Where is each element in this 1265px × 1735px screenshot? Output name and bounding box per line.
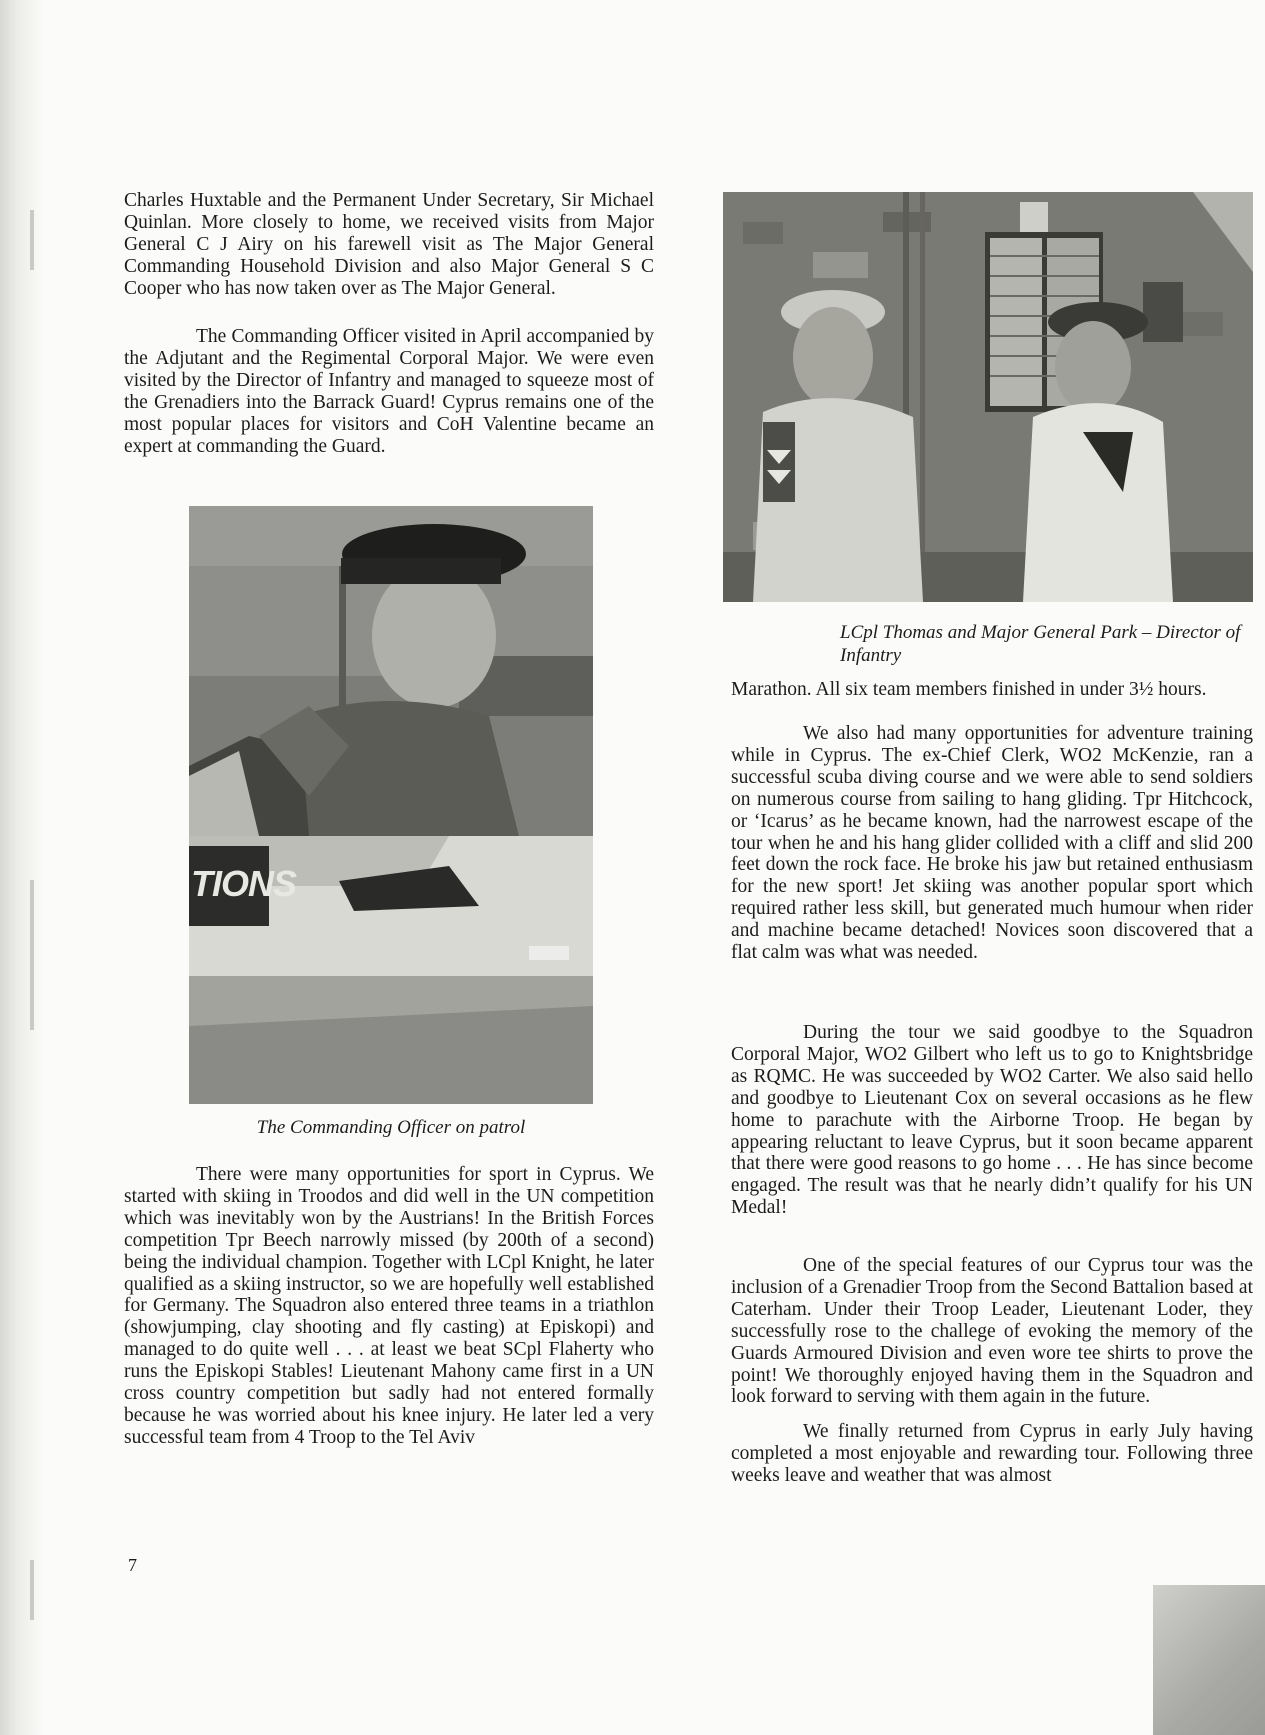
left-paragraph-3: There were many opportunities for sport in Cyprus. We started with skiing in Troodos and did well in the UN competition which was inevitably won by the Austrians! In the British Forces competition Tpr Beech narrowly missed (by 200th of a second) being the individual champion. Together with LCpl Knight, he later qualified as a skiing instructor, so we are hopefully well established for Germany. The Squadron also entered three teams in a triathlon (showjumping, clay shooting and fly casting) at Episkopi) and managed to do quite well . . . at least we beat SCpl Flaherty who runs the Episkopi Stables! Lieutenant Mahony came first in a UN cross country competition but sadly had not entered formally because he was worried about his knee injury. He later led a very successful team from 4 Troop to the Tel Aviv bbox=[124, 1164, 654, 1448]
lcpl-thomas-general-park-photo bbox=[723, 192, 1253, 602]
page-corner-shadow bbox=[1153, 1585, 1265, 1735]
right-photo-caption: LCpl Thomas and Major General Park – Director of Infantry bbox=[840, 622, 1241, 666]
right-paragraph-3: During the tour we said goodbye to the Squadron Corporal Major, WO2 Gilbert who left us to go to Knightsbridge as RQMC. He was succeeded by WO2 Carter. We also said hello and goodbye to Lieutenant Cox on several occasions as he flew home to parachute with the Airborne Troop. He began by appearing reluctant to leave Cyprus, but it soon became apparent that there were good reasons to go home . . . He has since become engaged. The result was that he nearly didn’t qualify for his UN Medal! bbox=[731, 1022, 1253, 1219]
left-photo-caption: The Commanding Officer on patrol bbox=[256, 1117, 526, 1138]
commanding-officer-photo bbox=[189, 506, 593, 1104]
right-paragraph-1: Marathon. All six team members finished in under 3½ hours. bbox=[731, 679, 1207, 700]
right-paragraph-2: We also had many opportunities for adventure training while in Cyprus. The ex-Chief Clerk, WO2 McKenzie, ran a successful scuba diving course and we were able to send soldiers on numerous course from sailing to hang gliding. Tpr Hitchcock, or ‘Icarus’ as he became known, had the narrowest escape of the tour when he and his hang glider collided with a cliff and slid 200 feet down the rock face. He broke his jaw but retained enthusiasm for the new sport! Jet skiing was another popular sport which required rather less skill, but generated much humour when rider and machine became detached! Novices soon discovered that a flat calm was what was needed. bbox=[731, 723, 1253, 964]
binding-mark bbox=[30, 210, 34, 270]
binding-mark bbox=[30, 880, 34, 1030]
page-number: 7 bbox=[128, 1555, 137, 1575]
left-paragraph-1: Charles Huxtable and the Permanent Under Secretary, Sir Michael Quinlan. More closely to home, we received visits from Major General C J Airy on his farewell visit as The Major General Commanding Household Division and also Major General S C Cooper who has now taken over as The Major General. bbox=[124, 190, 654, 299]
binding-mark bbox=[30, 1560, 34, 1620]
right-paragraph-4: One of the special features of our Cyprus tour was the inclusion of a Grenadier Troop from the Second Battalion based at Caterham. Under their Troop Leader, Lieutenant Loder, they successfully rose to the challege of evoking the memory of the Guards Armoured Division and even wore tee shirts to prove the point! We thoroughly enjoyed having them in the Squadron and look forward to serving with them again in the future. bbox=[731, 1255, 1253, 1408]
page-binding-edge bbox=[0, 0, 44, 1735]
right-paragraph-5: We finally returned from Cyprus in early July having completed a most enjoyable and rewarding tour. Following three weeks leave and weather that was almost bbox=[731, 1421, 1253, 1486]
vehicle-lettering: TIONS bbox=[191, 863, 297, 904]
left-paragraph-2: The Commanding Officer visited in April accompanied by the Adjutant and the Regimental Corporal Major. We were even visited by the Director of Infantry and managed to squeeze most of the Grenadiers into the Barrack Guard! Cyprus remains one of the most popular places for visitors and CoH Valentine became an expert at commanding the Guard. bbox=[124, 326, 654, 457]
